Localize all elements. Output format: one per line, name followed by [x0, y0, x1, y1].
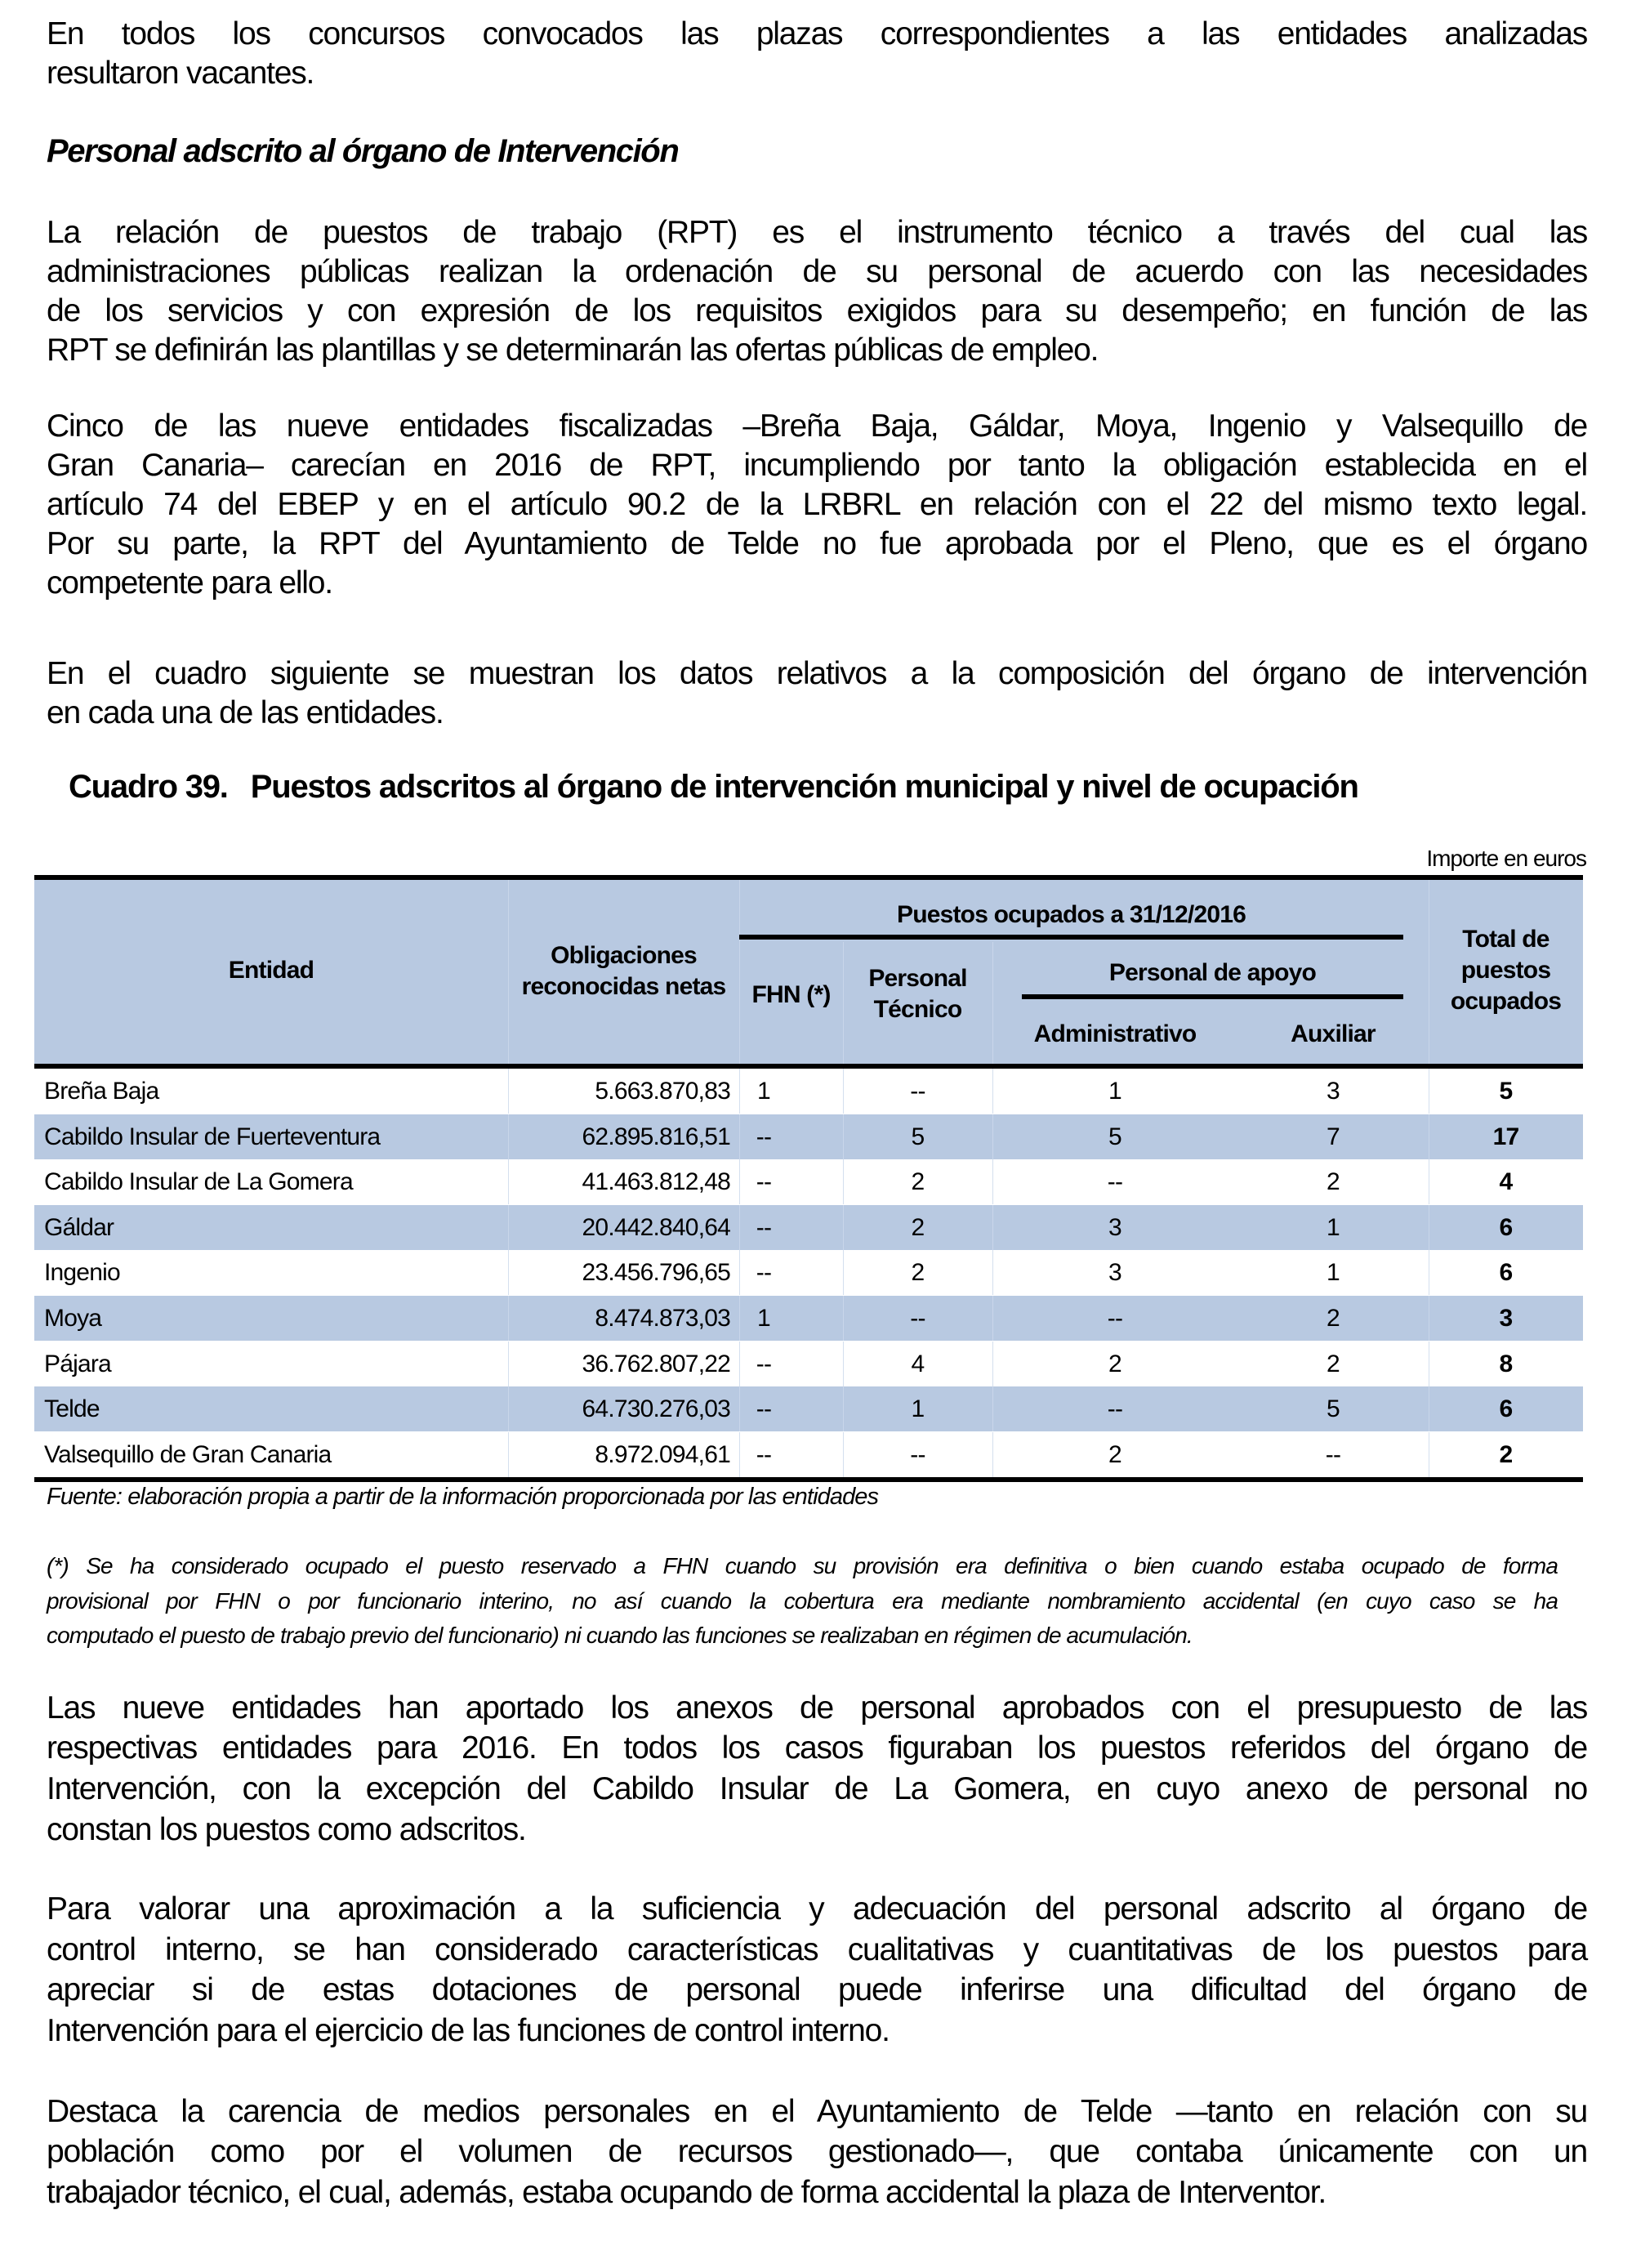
header-obligaciones: [508, 940, 739, 1002]
table-row: [34, 1114, 1583, 1159]
cell-entidad: Gáldar: [44, 1213, 114, 1241]
header-obligaciones-line: reconocidas netas: [521, 973, 726, 1000]
cell-auxiliar: 3: [1327, 1078, 1340, 1105]
table-row: [34, 1069, 1583, 1114]
cell-tecnico: 2: [911, 1259, 925, 1287]
footnote-line: computado el puesto de trabajo previo del funcionario) ni cuando las funciones se realizaban en régimen de acumulación.: [47, 1623, 1193, 1648]
cell-total: 3: [1499, 1305, 1513, 1332]
cell-total: 8: [1499, 1350, 1513, 1377]
cell-obligaciones: 20.442.840,64: [582, 1213, 730, 1241]
cell-entidad: Moya: [44, 1305, 102, 1332]
header-fhn: FHN (*): [751, 981, 831, 1008]
text-line: RPT se definirán las plantillas y se determinarán las ofertas públicas de empleo.: [47, 333, 1099, 368]
header-group-rule: [739, 935, 1403, 940]
header-administrativo: Administrativo: [1033, 1020, 1197, 1047]
header-obligaciones-line: Obligaciones: [551, 942, 697, 969]
header-tecnico-line: Técnico: [873, 996, 962, 1023]
header-group-puestos: Puestos ocupados a 31/12/2016: [896, 901, 1246, 928]
cell-total: 4: [1499, 1168, 1513, 1196]
cell-auxiliar: --: [1325, 1440, 1341, 1468]
cell-total: 2: [1499, 1440, 1513, 1468]
cell-administrativo: 3: [1108, 1259, 1121, 1287]
header-tecnico-line: Personal: [868, 965, 967, 992]
table-header: [34, 880, 1583, 1064]
cell-entidad: Ingenio: [44, 1259, 120, 1287]
cell-tecnico: 5: [911, 1123, 925, 1150]
footnote-line: (*) Se ha considerado ocupado el puesto reservado a FHN cuando su provisión era definitiva o bien cuando estaba ocupado de forma: [47, 1553, 1558, 1578]
cell-tecnico: --: [910, 1305, 925, 1332]
table-row: [34, 1342, 1583, 1386]
cell-auxiliar: 1: [1327, 1213, 1340, 1241]
cell-obligaciones: 8.972.094,61: [595, 1440, 730, 1468]
cell-entidad: Breña Baja: [44, 1078, 159, 1105]
table-row: [34, 1250, 1583, 1295]
cell-auxiliar: 2: [1327, 1168, 1340, 1196]
text-line: Intervención, con la excepción del Cabildo Insular de La Gomera, en cuyo anexo de personal no: [47, 1771, 1587, 1806]
cell-obligaciones: 23.456.796,65: [582, 1259, 730, 1287]
cell-total: 6: [1499, 1259, 1513, 1287]
footnote-line: provisional por FHN o por funcionario interino, no así cuando la cobertura era mediante nombramiento accidental (en cuyo caso se ha: [47, 1588, 1558, 1614]
cell-tecnico: 1: [911, 1395, 925, 1423]
cell-fhn: --: [756, 1168, 772, 1196]
text-line: trabajador técnico, el cual, además, estaba ocupando de forma accidental la plaza de Interventor.: [47, 2175, 1326, 2210]
cell-auxiliar: 7: [1327, 1123, 1340, 1150]
text-line: Cinco de las nueve entidades fiscalizadas –Breña Baja, Gáldar, Moya, Ingenio y Valsequillo de: [47, 409, 1587, 444]
header-group-apoyo: Personal de apoyo: [1108, 959, 1317, 986]
text-line: La relación de puestos de trabajo (RPT) es el instrumento técnico a través del cual las: [47, 215, 1587, 250]
text-line: artículo 74 del EBEP y en el artículo 90.2 de la LRBRL en relación con el 22 del mismo texto legal.: [47, 487, 1587, 522]
text-line: de los servicios y con expresión de los requisitos exigidos para su desempeño; en función de las: [47, 293, 1587, 328]
cell-obligaciones: 36.762.807,22: [582, 1350, 730, 1377]
table-title: Puestos adscritos al órgano de intervención municipal y nivel de ocupación: [250, 769, 1358, 805]
text-line: constan los puestos como adscritos.: [47, 1812, 526, 1847]
cell-total: 6: [1499, 1213, 1513, 1241]
cell-fhn: --: [756, 1213, 772, 1241]
cell-entidad: Valsequillo de Gran Canaria: [44, 1440, 332, 1468]
text-line: Por su parte, la RPT del Ayuntamiento de Telde no fue aprobada por el Pleno, que es el órgano: [47, 526, 1587, 561]
cell-obligaciones: 64.730.276,03: [582, 1395, 730, 1423]
header-total-line: Total de: [1462, 926, 1550, 953]
text-line: respectivas entidades para 2016. En todos los casos figuraban los puestos referidos del órgano de: [47, 1730, 1587, 1766]
cell-tecnico: 4: [911, 1350, 925, 1377]
header-apoyo-rule: [1022, 994, 1403, 999]
text-line: Gran Canaria– carecían en 2016 de RPT, incumpliendo por tanto la obligación establecida en el: [47, 448, 1587, 483]
cell-administrativo: 5: [1108, 1123, 1121, 1150]
text-line: administraciones públicas realizan la ordenación de su personal de acuerdo con las necesidades: [47, 254, 1587, 289]
table-source: Fuente: elaboración propia a partir de la información proporcionada por las entidades: [47, 1484, 879, 1510]
cell-auxiliar: 5: [1327, 1395, 1340, 1423]
header-total-line: puestos: [1460, 957, 1551, 984]
text-line: población como por el volumen de recursos gestionado—, que contaba únicamente con un: [47, 2134, 1587, 2169]
cell-entidad: Pájara: [44, 1350, 111, 1377]
text-line: en cada una de las entidades.: [47, 695, 444, 730]
text-line: Destaca la carencia de medios personales en el Ayuntamiento de Telde —tanto en relación con su: [47, 2094, 1587, 2129]
cell-obligaciones: 62.895.816,51: [582, 1123, 730, 1150]
table-row: [34, 1296, 1583, 1341]
table-row: [34, 1159, 1583, 1204]
cell-obligaciones: 8.474.873,03: [595, 1305, 730, 1332]
cell-entidad: Cabildo Insular de La Gomera: [44, 1168, 353, 1196]
cell-administrativo: 3: [1108, 1213, 1121, 1241]
cell-total: 17: [1492, 1123, 1519, 1150]
header-total: [1429, 924, 1583, 1017]
cell-fhn: 1: [757, 1305, 770, 1332]
text-line: Para valorar una aproximación a la suficiencia y adecuación del personal adscrito al órgano de: [47, 1891, 1587, 1926]
cell-entidad: Telde: [44, 1395, 100, 1423]
cell-fhn: --: [756, 1395, 772, 1423]
cell-administrativo: --: [1107, 1395, 1123, 1423]
cell-tecnico: 2: [911, 1213, 925, 1241]
cell-fhn: --: [756, 1259, 772, 1287]
text-line: Intervención para el ejercicio de las funciones de control interno.: [47, 2013, 890, 2048]
cell-fhn: --: [756, 1350, 772, 1377]
cell-entidad: Cabildo Insular de Fuerteventura: [44, 1123, 381, 1150]
cell-administrativo: 2: [1108, 1440, 1121, 1468]
cell-tecnico: --: [910, 1440, 925, 1468]
cell-administrativo: --: [1107, 1305, 1123, 1332]
cell-administrativo: 2: [1108, 1350, 1121, 1377]
cell-total: 6: [1499, 1395, 1513, 1423]
cell-tecnico: 2: [911, 1168, 925, 1196]
cell-obligaciones: 5.663.870,83: [595, 1078, 730, 1105]
cell-auxiliar: 2: [1327, 1305, 1340, 1332]
cell-administrativo: --: [1107, 1168, 1123, 1196]
cell-fhn: --: [756, 1440, 772, 1468]
table-units-note: Importe en euros: [1426, 846, 1586, 871]
text-line: control interno, se han considerado características cualitativas y cuantitativas de los puestos para: [47, 1932, 1587, 1967]
cell-auxiliar: 1: [1327, 1259, 1340, 1287]
cell-obligaciones: 41.463.812,48: [582, 1168, 730, 1196]
text-line: resultaron vacantes.: [47, 56, 314, 91]
header-total-line: ocupados: [1450, 988, 1562, 1015]
header-entidad: Entidad: [228, 957, 314, 984]
cell-tecnico: --: [910, 1078, 925, 1105]
cell-fhn: 1: [757, 1078, 770, 1105]
text-line: apreciar si de estas dotaciones de personal puede inferirse una dificultad del órgano de: [47, 1972, 1587, 2007]
text-line: En el cuadro siguiente se muestran los datos relativos a la composición del órgano de intervención: [47, 656, 1587, 691]
cell-fhn: --: [756, 1123, 772, 1150]
table-caption: [69, 766, 1358, 808]
text-line: Las nueve entidades han aportado los anexos de personal aprobados con el presupuesto de las: [47, 1690, 1587, 1726]
section-heading: Personal adscrito al órgano de Intervención: [47, 133, 679, 169]
table-row: [34, 1205, 1583, 1250]
cell-auxiliar: 2: [1327, 1350, 1340, 1377]
text-line: En todos los concursos convocados las plazas correspondientes a las entidades analizadas: [47, 16, 1587, 51]
table-row: [34, 1386, 1583, 1431]
table-row: [34, 1432, 1583, 1477]
cell-administrativo: 1: [1108, 1078, 1121, 1105]
header-tecnico: [843, 963, 992, 1025]
cell-total: 5: [1499, 1078, 1513, 1105]
text-line: competente para ello.: [47, 565, 332, 600]
table-number: Cuadro 39.: [69, 769, 228, 805]
header-auxiliar: Auxiliar: [1291, 1020, 1376, 1047]
